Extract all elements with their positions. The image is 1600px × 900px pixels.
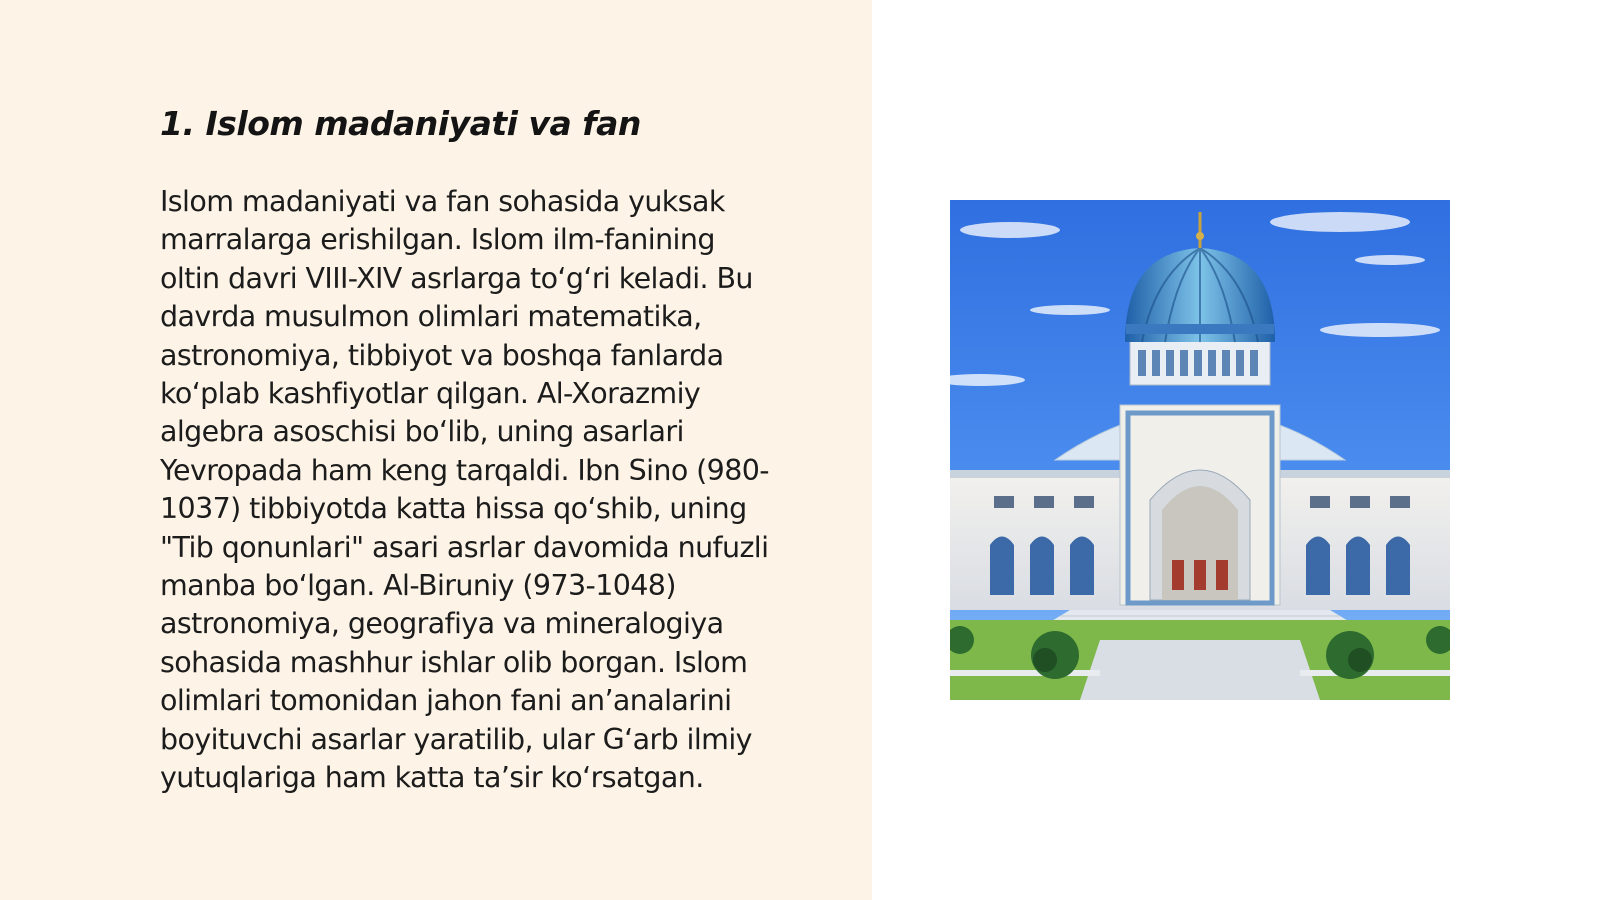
body-line: Islom madaniyati va fan sohasida yuksak (160, 185, 725, 218)
slide-title: 1. Islom madaniyati va fan (160, 104, 641, 143)
mosque-illustration (950, 200, 1450, 700)
body-line: sohasida mashhur ishlar olib borgan. Islom (160, 645, 748, 679)
mosque-svg (950, 200, 1450, 700)
body-line: 1037) tibbiyotda katta hissa qo‘shib, uning (160, 492, 747, 526)
portal-doors (1172, 560, 1228, 590)
body-line: "Tib qonunlari" asari asrlar davomida nufuzli (160, 530, 769, 564)
body-line: astronomiya, tibbiyot va boshqa fanlarda (160, 338, 724, 372)
body-line: algebra asoschisi bo‘lib, uning asarlari (160, 415, 684, 449)
body-line: ko‘plab kashfiyotlar qilgan. Al-Xorazmiy (160, 377, 701, 411)
body-line: marralarga erishilgan. Islom ilm-fanining (160, 223, 715, 257)
body-line: astronomiya, geografiya va mineralogiya (160, 607, 724, 641)
dome-band (1126, 324, 1274, 334)
body-line: Yevropada ham keng tarqaldi. Ibn Sino (980- (160, 453, 769, 487)
body-line: yutuqlariga ham katta ta’sir ko‘rsatgan. (160, 761, 704, 795)
body-line: boyituvchi asarlar yaratilib, ular G‘arb ilmiy (160, 722, 752, 756)
drum-windows (1138, 350, 1258, 376)
slide-body-text (160, 183, 840, 798)
body-line: davrda musulmon olimlari matematika, (160, 300, 702, 334)
walkway (1080, 640, 1320, 700)
body-line: manba bo‘lgan. Al-Biruniy (973-1048) (160, 569, 676, 603)
body-line: oltin davri VIII-XIV asrlarga to‘g‘ri keladi. Bu (160, 261, 753, 295)
body-line: olimlari tomonidan jahon fani an’analarini (160, 684, 732, 718)
